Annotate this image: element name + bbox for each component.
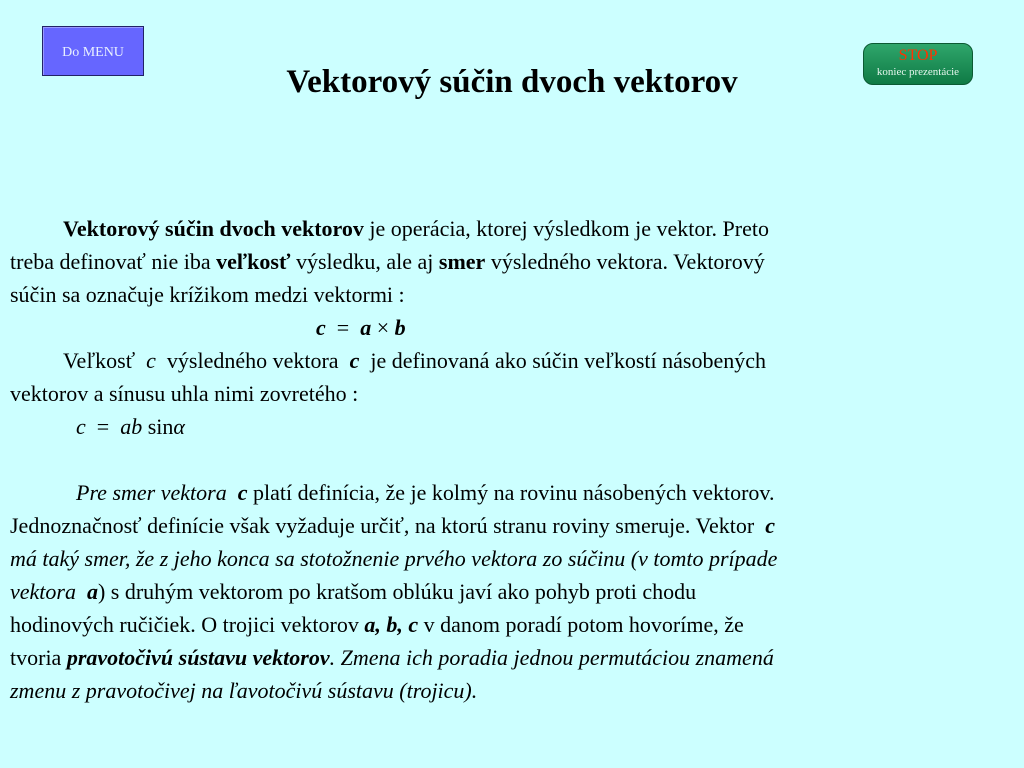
formula-magnitude: c = ab sinα (76, 414, 185, 439)
p3-line-2: Jednoznačnosť definície však vyžaduje určiť, na ktorú stranu roviny smeruje. Vektor c (10, 513, 775, 538)
blank-line (10, 443, 1014, 476)
p3-line-3: má taký smer, že z jeho konca sa stotožnenie prvého vektora zo súčinu (v tomto prípade (10, 546, 778, 571)
p2-line-2: vektorov a sínusu uhla nimi zovretého : (10, 381, 359, 406)
stop-button-label: STOP (898, 47, 938, 64)
menu-button-label: Do MENU (62, 45, 124, 60)
p1-line-1: Vektorový súčin dvoch vektorov je operácia, ktorej výsledkom je vektor. Preto (63, 216, 769, 241)
p1-line-3: súčin sa označuje krížikom medzi vektormi : (10, 282, 405, 307)
stop-button-sublabel: koniec prezentácie (876, 66, 960, 78)
formula-cross-product: c = a × b (316, 315, 406, 340)
p3-line-5: hodinových ručičiek. O trojici vektorov a, b, c v danom poradí potom hovoríme, že (10, 612, 744, 637)
term-right-handed-system: pravotočivú sústavu vektorov (66, 645, 330, 670)
p3-line-4: vektora a) s druhým vektorom po kratšom oblúku javí ako pohyb proti chodu (10, 579, 697, 604)
p3-line-7: zmenu z pravotočivej na ľavotočivú sústavu (trojicu). (10, 678, 478, 703)
term-vector-product: Vektorový súčin dvoch vektorov (63, 216, 364, 241)
body-text (10, 212, 1014, 707)
p3-line-6: tvoria pravotočivú sústavu vektorov. Zmena ich poradia jednou permutáciou znamená (10, 645, 774, 670)
term-direction: smer (438, 249, 486, 274)
p2-line-1: Veľkosť c výsledného vektora c je definovaná ako súčin veľkostí násobených (63, 348, 766, 373)
p1-line-2: treba definovať nie iba veľkosť výsledku, ale aj smer výsledného vektora. Vektorový (10, 249, 765, 274)
page-title: Vektorový súčin dvoch vektorov (286, 64, 738, 100)
p3-line-1: Pre smer vektora c platí definícia, že je kolmý na rovinu násobených vektorov. (76, 480, 775, 505)
term-magnitude: veľkosť (216, 249, 291, 274)
